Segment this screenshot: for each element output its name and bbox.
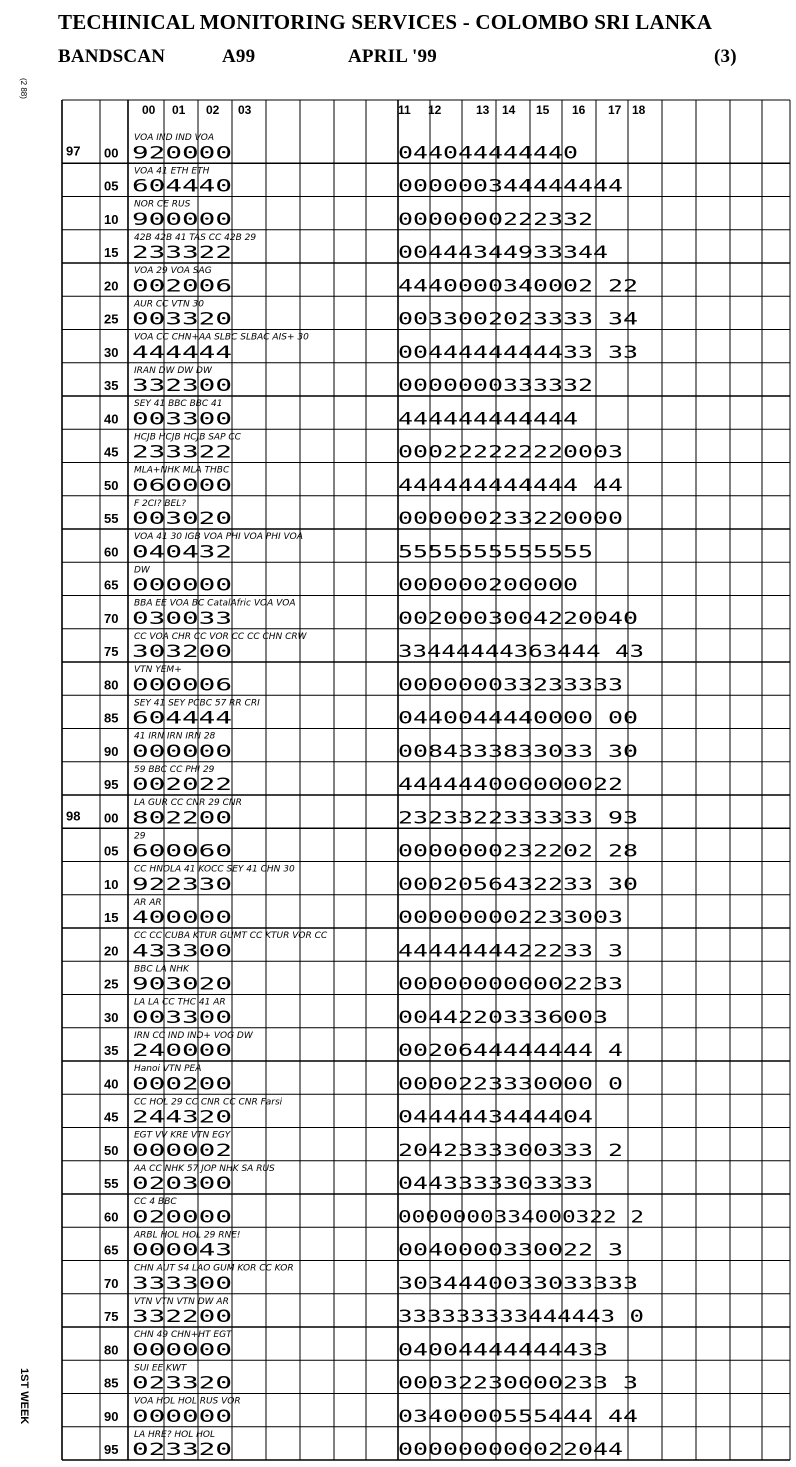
right-band-values: 0020644444444 4 [398,1041,623,1061]
station-notes: SEY 41 BBC BBC 41 [134,399,223,409]
left-band-values: 000000 [132,1340,232,1361]
station-notes: SUI EE KWT [134,1363,187,1374]
left-band-values: 030033 [132,608,232,629]
schedule-code: A99 [222,46,256,67]
right-band-values: 0443333303333 [398,1174,593,1194]
left-band-values: 023320 [132,1373,232,1394]
station-notes: LA GUR CC CNR 29 CNR [134,798,242,808]
page-number: (3) [714,46,737,67]
left-band-values: 900000 [132,209,232,230]
station-notes: CHN 49 CHN+HT EGT [134,1330,232,1340]
time-label: 20 [104,278,119,294]
time-label: 85 [104,710,119,726]
right-band-values: 444444444444 44 [398,475,623,496]
station-notes: LA LA CC THC 41 AR [134,997,226,1008]
page-title: TECHINICAL MONITORING SERVICES - COLOMBO SRI LANKA [58,10,713,34]
left-band-values: 003300 [132,1007,232,1028]
left-band-values: 002006 [132,276,232,297]
station-notes: F 2CI? BEL? [134,498,186,509]
right-band-values: 33444444363444 43 [398,642,644,662]
left-band-values: 604440 [132,176,232,197]
time-label: 60 [104,1209,119,1225]
station-notes: 29 [134,831,146,842]
station-notes: VOA HOL HOL RUS VOR [134,1396,241,1407]
left-band-values: 003020 [132,509,232,529]
right-band-values: 000000002233003 [398,908,623,928]
station-notes: IRAN DW DW DW [134,365,212,376]
left-band-values: 802200 [132,808,232,829]
time-label: 10 [104,876,119,892]
column-header: 00 [142,103,156,117]
right-band-values: 00444344933344 [398,243,608,263]
time-label: 20 [104,943,119,959]
left-band-values: 020300 [132,1174,232,1194]
right-band-values: 00032230000233 3 [398,1373,638,1394]
station-notes: 42B 42B 41 TAS CC 42B 29 [134,232,257,243]
time-label: 50 [104,477,119,493]
right-band-values: 2042333300333 2 [398,1140,623,1161]
left-band-values: 000000 [132,741,232,762]
station-notes: CC VOA CHR CC VOR CC CC CHN CRW [134,631,307,642]
form-code: (2 88) [19,78,28,99]
station-notes: NOR CE RUS [134,199,191,210]
column-header: 11 [398,103,411,117]
column-header: 01 [172,103,186,117]
left-band-values: 240000 [132,1041,232,1061]
right-band-values: 0444443444404 [398,1107,593,1128]
right-band-values: 0000000232202 28 [398,841,638,862]
column-header: 16 [572,103,586,117]
left-band-values: 003320 [132,309,232,330]
station-notes: AA CC NHK 57 JOP NHK SA RUS [134,1163,275,1174]
right-band-values: 00442203336003 [398,1007,608,1028]
left-band-values: 000043 [132,1240,232,1261]
time-label: 50 [104,1142,119,1158]
right-band-values: 000000033233333 [398,675,623,696]
right-band-values: 000000233220000 [398,509,623,529]
column-header: 13 [476,103,490,117]
column-header: 15 [536,103,550,117]
right-band-values: 0000223330000 0 [398,1074,623,1095]
column-header: 17 [608,103,622,117]
time-label: 90 [104,743,119,759]
right-band-values: 3034440033033333 [398,1273,638,1294]
week-label: 1ST WEEK [18,1368,30,1425]
time-label: 30 [104,344,119,360]
station-notes: Hanoi VTN PEA [134,1064,202,1074]
right-band-values: 4444444422233 3 [398,941,623,962]
station-notes: BBC LA NHK [134,964,189,975]
time-label: 70 [104,610,119,626]
station-notes: VOA 41 ETH ETH [134,166,210,177]
left-band-values: 303200 [132,642,232,662]
station-notes: AR AR [134,897,162,908]
left-band-values: 002022 [132,775,232,795]
right-band-values: 000222222220003 [398,442,623,463]
right-band-values: 0440044440000 00 [398,708,638,729]
station-notes: 59 BBC CC PHI 29 [134,764,215,775]
station-notes: HCJB HCJB HCJB SAP CC [134,432,241,443]
time-label: 15 [104,245,119,260]
right-band-values: 444444444444 [398,409,578,430]
station-notes: VTN YEM+ [134,665,182,675]
time-label: 25 [104,311,119,327]
station-notes: MLA+NHK MLA THBC [134,465,230,476]
right-band-values: 0000000222332 [398,209,593,230]
time-label: 45 [104,444,119,460]
time-label: 95 [104,1442,119,1457]
left-band-values: 444444 [132,342,232,363]
band-label: BANDSCAN [58,46,166,67]
station-notes: LA HRE? HOL HOL [134,1429,215,1440]
time-label: 00 [104,145,119,161]
time-label: 95 [104,777,119,792]
column-header: 14 [502,103,516,117]
right-band-values: 333333333444443 0 [398,1307,644,1327]
station-notes: IRN CC IND IND+ VOG DW [134,1030,253,1041]
left-band-values: 433300 [132,941,232,962]
time-label: 70 [104,1275,119,1291]
left-band-values: 604444 [132,708,232,729]
left-band-values: 233322 [132,442,232,463]
station-notes: VOA CC CHN+AA SLBC SLBAC AIS+ 30 [134,332,309,343]
time-label: 65 [104,1242,119,1258]
left-band-values: 400000 [132,908,232,928]
left-band-values: 233322 [132,243,232,263]
time-label: 75 [104,644,119,659]
time-label: 65 [104,577,119,593]
left-band-values: 040432 [132,542,232,563]
right-band-values: 044044444440 [398,143,578,164]
right-band-values: 5555555555555 [398,542,593,563]
time-label: 45 [104,1109,119,1125]
right-band-values: 444444000000022 [398,775,623,795]
right-band-values: 0033002023333 34 [398,309,638,330]
time-label: 80 [104,677,119,693]
time-label: 30 [104,1009,119,1025]
left-band-values: 244320 [132,1107,232,1128]
station-notes: AUR CC VTN 30 [134,299,204,310]
time-label: 05 [104,843,119,859]
time-label: 60 [104,544,119,560]
right-band-values: 000000000002233 [398,974,623,995]
right-band-values: 000000344444444 [398,176,623,197]
left-band-values: 000002 [132,1140,232,1161]
left-band-values: 920000 [132,143,232,164]
time-label: 05 [104,178,119,194]
right-band-values: 0040000330022 3 [398,1240,623,1261]
column-header: 12 [428,103,442,117]
left-band-values: 922330 [132,874,232,895]
station-notes: BBA EE VOA BC CatalAfric VOA VOA [134,598,296,609]
left-band-values: 000000 [132,1406,232,1427]
station-notes: VOA 41 30 IGB VOA PHI VOA PHI VOA [134,532,303,542]
time-label: 85 [104,1375,119,1391]
left-band-values: 020000 [132,1207,232,1228]
time-label: 35 [104,378,119,393]
left-band-values: 000200 [132,1074,232,1095]
right-band-values: 0000000333332 [398,376,593,396]
left-band-values: 600060 [132,841,232,862]
station-notes: VTN VTN VTN DW AR [134,1296,229,1307]
hour-prefix: 98 [66,808,81,824]
station-notes: ARBL HOL HOL 29 RNE! [134,1230,241,1241]
time-label: 75 [104,1309,119,1324]
left-band-values: 000006 [132,675,232,696]
time-label: 55 [104,511,119,526]
left-band-values: 060000 [132,475,232,496]
station-notes: VOA IND IND VOA [134,133,215,143]
right-band-values: 04004444444433 [398,1340,608,1361]
time-label: 40 [104,411,119,427]
station-notes: DW [134,565,150,576]
left-band-values: 023320 [132,1440,232,1460]
time-label: 00 [104,810,119,826]
right-band-values: 000000000022044 [398,1440,623,1460]
column-header: 03 [238,103,252,117]
right-band-values: 2323322333333 93 [398,808,638,829]
time-label: 40 [104,1076,119,1092]
left-band-values: 003300 [132,409,232,430]
time-label: 10 [104,211,119,227]
right-band-values: 0084333833033 30 [398,741,638,762]
left-band-values: 332300 [132,376,232,396]
time-label: 80 [104,1342,119,1358]
column-header: 02 [206,103,220,117]
time-label: 25 [104,976,119,992]
hour-prefix: 97 [66,143,81,159]
time-label: 90 [104,1408,119,1424]
time-label: 55 [104,1176,119,1191]
left-band-values: 333300 [132,1273,232,1294]
column-header: 18 [632,103,646,117]
station-notes: VOA 29 VOA SAG [134,266,212,276]
right-band-values: 0044444444433 33 [398,342,638,363]
station-notes: SEY 41 SEY PCBC 57 RR CRI [134,698,260,709]
right-band-values: 000000200000 [398,575,578,596]
right-band-values: 4440000340002 22 [398,276,638,297]
right-band-values: 0340000555444 44 [398,1406,638,1427]
time-label: 35 [104,1043,119,1058]
right-band-values: 0000000334000322 2 [398,1207,644,1228]
right-band-values: 0002056432233 30 [398,874,638,895]
station-notes: CC 4 BBC [134,1197,177,1207]
station-notes: CHN AUT S4 LAO GUM KOR CC KOR [134,1263,294,1274]
station-notes: 41 IRN IRN IRN 28 [134,731,216,742]
station-notes: EGT VV KRE VTN EGY [134,1130,231,1141]
station-notes: CC HOL 29 CC CNR CC CNR Farsi [134,1097,283,1108]
left-band-values: 332200 [132,1307,232,1327]
station-notes: CC CC CUBA KTUR GUMT CC KTUR VOR CC [134,931,328,941]
left-band-values: 903020 [132,974,232,995]
month-label: APRIL '99 [348,46,437,67]
right-band-values: 0020003004220040 [398,608,638,629]
left-band-values: 000000 [132,575,232,596]
station-notes: CC HNOLA 41 KOCC SEY 41 CHN 30 [134,864,295,875]
time-label: 15 [104,910,119,925]
